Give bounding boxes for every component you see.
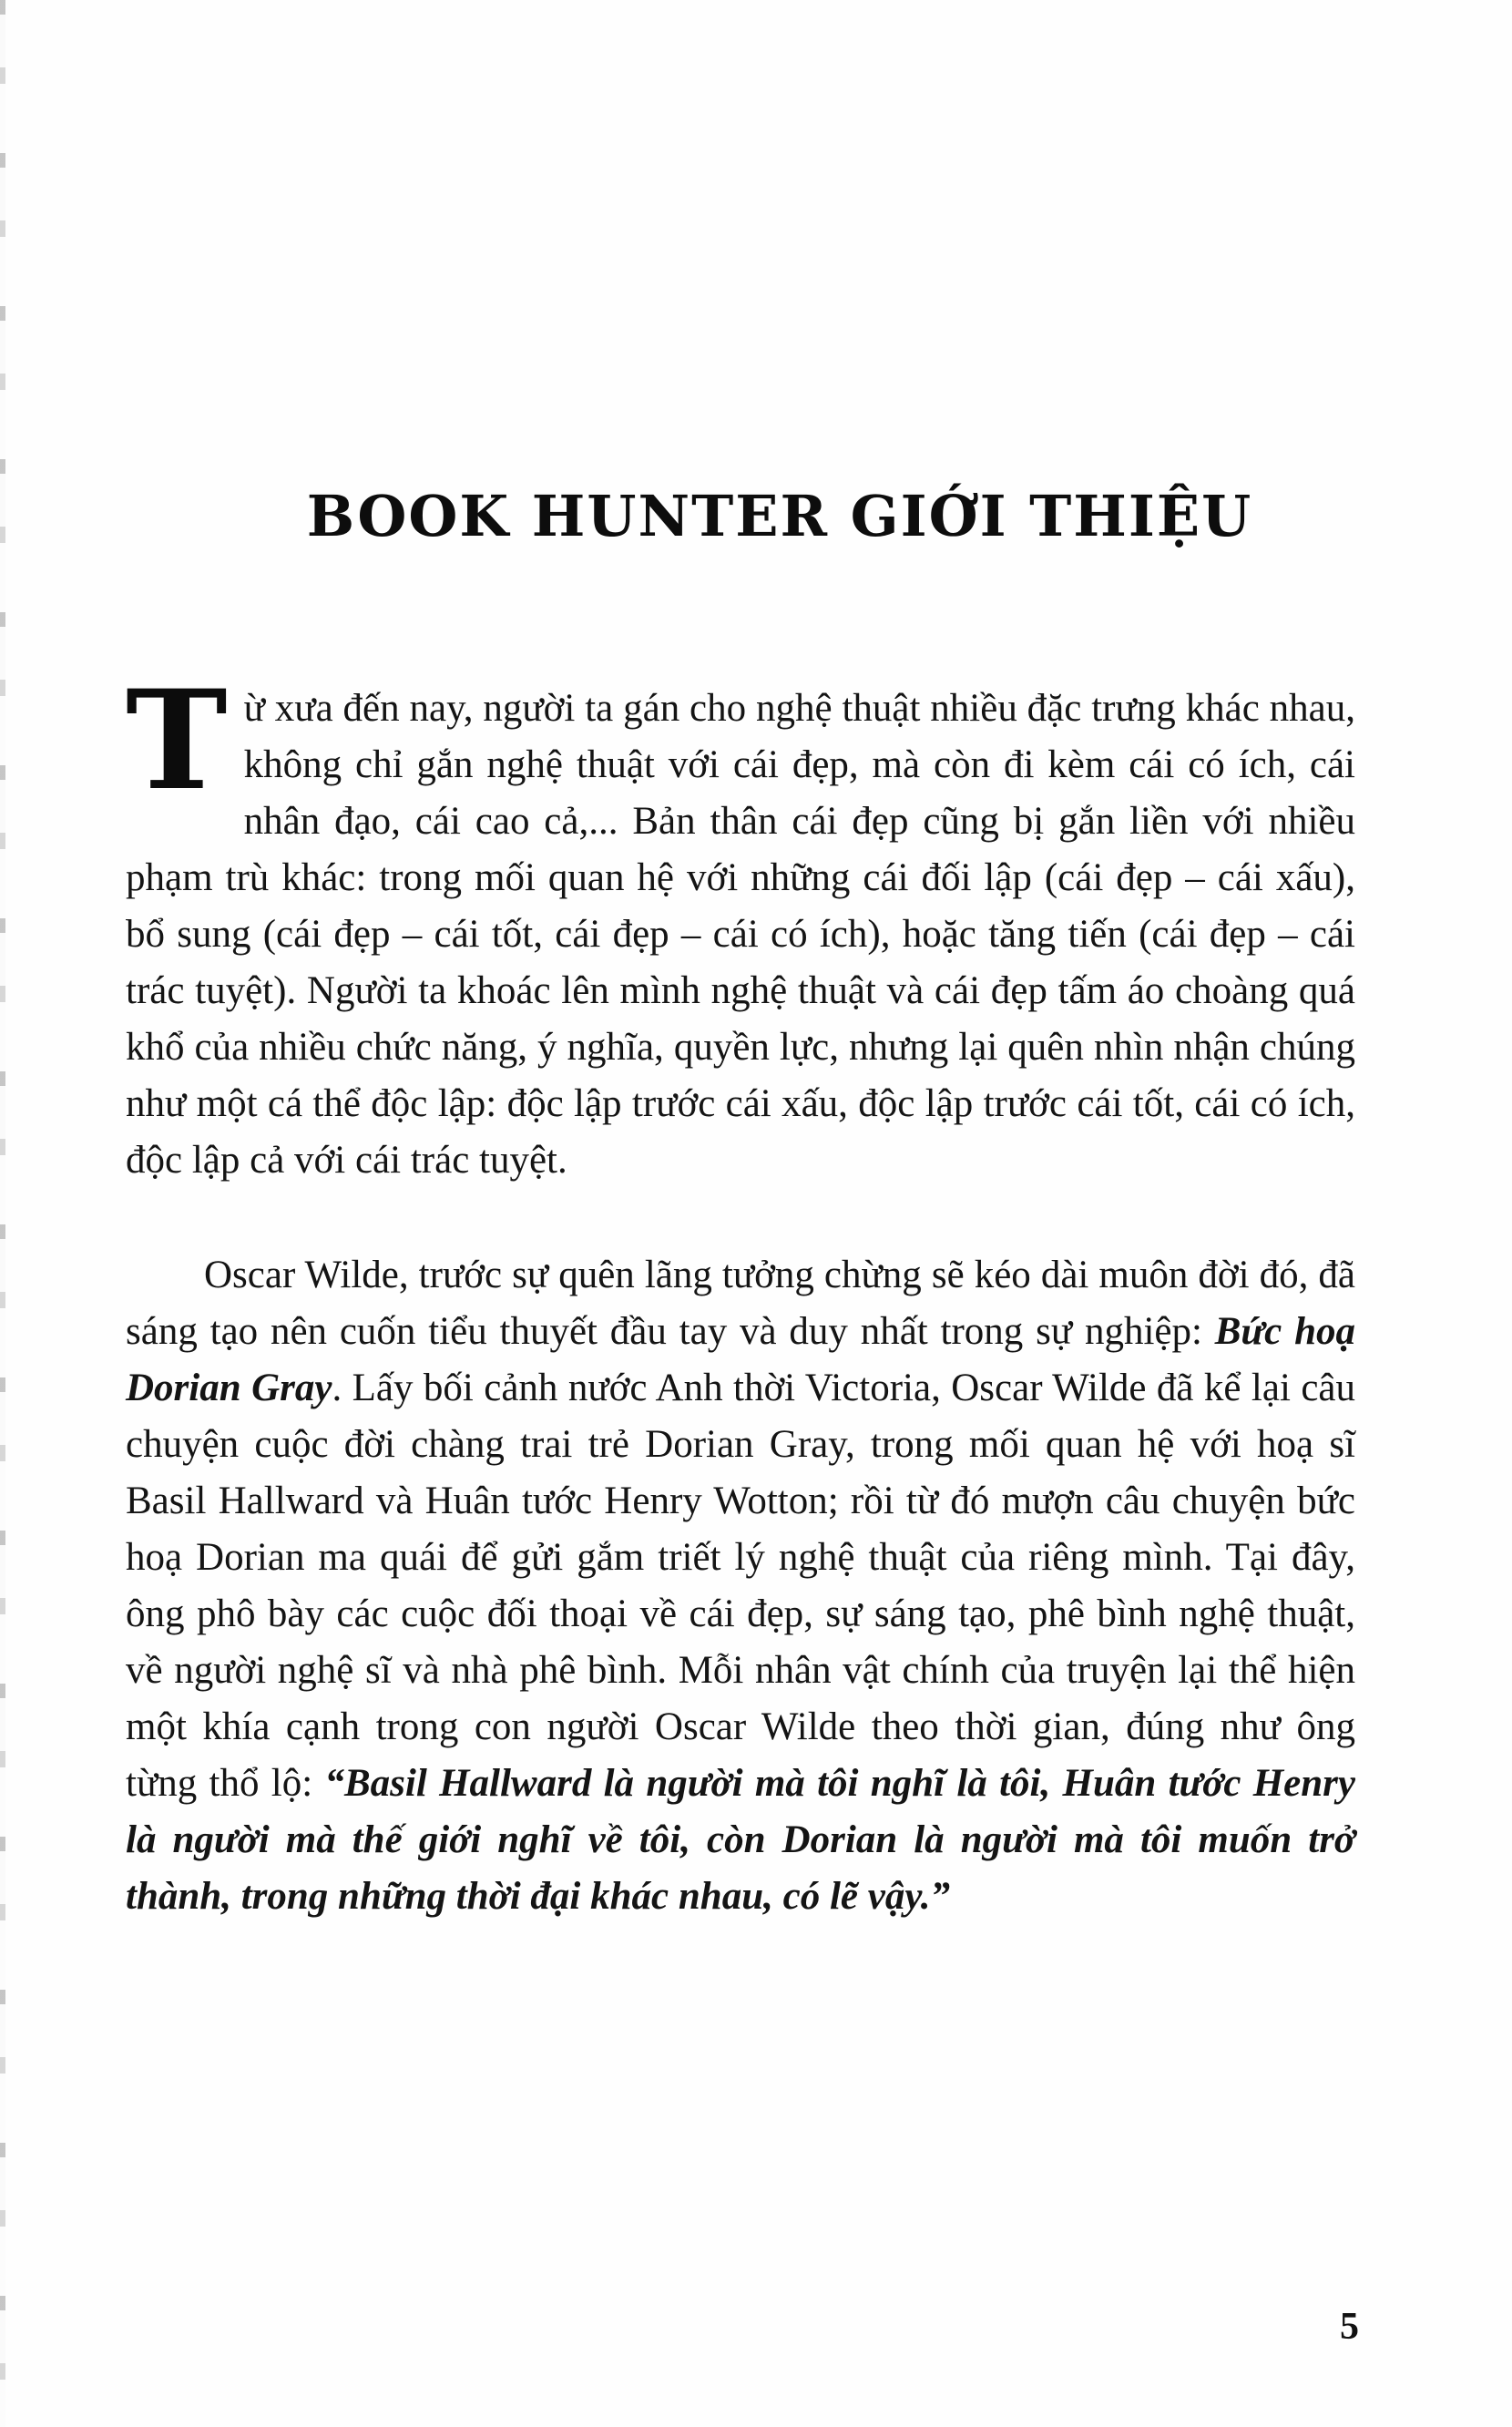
drop-cap: T (126, 661, 228, 821)
body-paragraph-middle: . Lấy bối cảnh nước Anh thời Victoria, Oscar Wilde đã kể lại câu chuyện cuộc đời chàng trai trẻ Dorian Gray, trong mối quan hệ với hoạ sĩ Basil Hallward và Huân tước Henry Wotton; rồi từ đó mượn câu chuyện bức hoạ Dorian ma quái để gửi gắm triết lý nghệ thuật của riêng mình. Tại đây, ông phô bày các cuộc đối thoại về cái đẹp, sự sáng tạo, phê bình nghệ thuật, về người nghệ sĩ và nhà phê bình. Mỗi nhân vật chính của truyện lại thể hiện một khía cạnh trong con người Oscar Wilde theo thời gian, đúng như ông từng thổ lộ: (126, 1367, 1355, 1805)
page-text-block (126, 661, 1355, 1925)
scan-edge-artifact (0, 0, 5, 2427)
page-number: 5 (1340, 2306, 1359, 2348)
wilde-quote-italic: “Basil Hallward là người mà tôi nghĩ là tôi, Huân tước Henry là người mà thế giới nghĩ về tôi, còn Dorian là người mà tôi muốn trở thành, trong những thời đại khác nhau, có lẽ vậy.” (126, 1762, 1355, 1918)
body-paragraph (126, 1247, 1355, 1925)
intro-paragraph-text: ừ xưa đến nay, người ta gán cho nghệ thuật nhiều đặc trưng khác nhau, không chỉ gắn nghệ thuật với cái đẹp, mà còn đi kèm cái có ích, cái nhân đạo, cái cao cả,... Bản thân cái đẹp cũng bị gắn liền với nhiều phạm trù khác: trong mối quan hệ với những cái đối lập (cái đẹp – cái xấu), bổ sung (cái đẹp – cái tốt, cái đẹp – cái có ích), hoặc tăng tiến (cái đẹp – cái trác tuyệt). Người ta khoác lên mình nghệ thuật và cái đẹp tấm áo choàng quá khổ của nhiều chức năng, ý nghĩa, quyền lực, nhưng lại quên nhìn nhận chúng như một cá thể độc lập: độc lập trước cái xấu, độc lập trước cái tốt, cái có ích, độc lập cả với cái trác tuyệt. (126, 687, 1355, 1182)
body-paragraph-lead: Oscar Wilde, trước sự quên lãng tưởng chừng sẽ kéo dài muôn đời đó, đã sáng tạo nên cuốn tiểu thuyết đầu tay và duy nhất trong sự nghiệp: (126, 1254, 1355, 1353)
page-title: BOOK HUNTER GIỚI THIỆU (306, 482, 1253, 549)
book-title-italic: Bức hoạ Dorian Gray (126, 1310, 1355, 1409)
intro-paragraph (126, 661, 1355, 1189)
